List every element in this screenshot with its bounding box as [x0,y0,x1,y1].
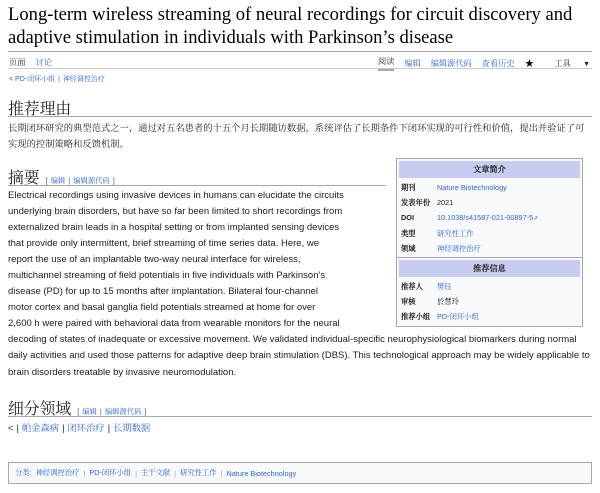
subfield-links [8,420,150,434]
recommendation-infobox [396,257,583,327]
category-separator: | [83,468,86,478]
fields-prefix: < [8,423,14,433]
section-divider [8,416,592,417]
field-link-long-term-data[interactable]: 长期数据 [113,423,151,433]
fields-separator: | [16,423,19,433]
section-edit-link[interactable]: 编辑 [50,176,66,185]
edit-bracket-open: [ [45,176,48,185]
breadcrumb-link-pd-group[interactable]: PD-闭环小组 [15,76,56,83]
infobox-row-year [397,195,582,210]
breadcrumb [9,74,105,84]
breadcrumb-separator: | [58,76,60,83]
infobox-key: 类型 [401,229,416,238]
reviewer-value: 於慧玲 [437,297,459,306]
field-link-closed-loop[interactable]: 闭环治疗 [67,423,105,433]
infobox-value [437,213,578,224]
journal-link[interactable]: Nature Biotechnology [437,183,507,192]
rec-key: 推荐人 [401,282,423,291]
tab-read[interactable]: 阅读 [378,56,394,71]
section-edit-source-link[interactable]: 编辑源代码 [104,407,142,416]
abstract-line: multichannel streaming of field potentials in five individuals with Parkinson’s [8,270,326,282]
type-link[interactable]: 研究性工作 [437,229,474,238]
breadcrumb-link-neuromodulation[interactable]: 神经调控治疗 [62,76,105,83]
tab-edit-source[interactable]: 编辑源代码 [430,59,472,68]
category-separator: | [135,468,137,478]
infobox-key: 发表年份 [401,198,431,207]
rec-row-group [397,309,582,326]
category-separator: | [174,468,177,478]
edit-bracket-close: ] [112,176,115,185]
edit-bracket-open: [ [77,407,80,416]
doi-link[interactable]: 10.1038/s41587-021-00897-5 [437,213,534,222]
fields-separator: | [62,423,65,433]
field-link-parkinson[interactable]: 帕金森病 [21,423,60,433]
abstract-line: report the use of an implantable two-way neural interface for wireless, [8,254,301,266]
chevron-down-icon: ▼ [583,61,590,68]
category-separator: | [220,468,223,478]
field-link[interactable]: 神经调控治疗 [437,244,481,253]
rec-row-recommender [397,279,582,294]
section-divider [8,116,592,117]
section-divider [8,185,386,186]
tab-edit[interactable]: 编辑 [404,59,421,68]
edit-separator: | [99,407,102,416]
infobox-row-type [397,226,582,241]
external-link-icon: ↗ [533,216,539,222]
tools-label: 工具 [554,59,571,68]
infobox-header: 文章简介 [399,161,580,178]
infobox-key: DOI [401,213,414,222]
infobox-row-doi [397,210,582,226]
section-edit-link[interactable]: 编辑 [82,407,97,416]
reason-paragraph: 长期闭环研究的典型范式之一，通过对五名患者的十五个月长期随访数据，系统评估了长期条件下闭环实现的可行性和价值，提出并验证了可实现的控制策略和反馈机制。 [8,123,585,149]
edit-bracket-close: ] [144,407,147,416]
section-edit-links [46,176,115,185]
category-link[interactable]: Nature Biotechnology [226,468,297,478]
abstract-line: Electrical recordings using invasive devices in humans can elucidate the circuits [8,190,344,201]
group-link[interactable]: PD-闭环小组 [437,312,479,321]
category-link[interactable]: PD-闭环小组 [89,468,132,477]
breadcrumb-prefix: < [9,76,16,83]
tab-page[interactable]: 页面 [9,58,26,67]
infobox-key: 领域 [401,244,416,253]
section-heading-reason: 推荐理由 [8,101,72,118]
fields-heading-text: 细分领域 [8,401,72,418]
category-link[interactable]: 神经调控治疗 [35,468,80,477]
abstract-line: motor cortex and basal ganglia field potentials streamed at home for over [8,302,316,314]
infobox-value: 2021 [437,198,454,207]
abstract-tail: decoding of states of inadequate or excessive movement. We validated individual-specific neurophysiological biomarkers during normal daily activities and used those patterns for adaptive deep brain stimulation (DBS). This technological approach may be widely applicable to brain disorders treatable by invasive neuromodulation. [8,334,590,378]
infobox-key: 期刊 [401,183,416,192]
tab-history[interactable]: 查看历史 [481,59,515,68]
abstract-line: 2,600 h were paired with behavioral data from wearable monitors for the neural [8,318,340,330]
tab-talk[interactable]: 讨论 [35,58,53,67]
abstract-line: disease (PD) for up to 15 months after implantation. Bilateral four-channel [8,286,318,298]
rec-row-reviewer [397,294,582,309]
rec-key: 推荐小组 [401,312,431,321]
edit-separator: | [68,176,71,185]
recommendation-header: 推荐信息 [399,260,580,277]
article-infobox [396,158,583,259]
categories-label[interactable]: 分类: [15,468,32,477]
category-links-box [8,462,592,484]
tabs-divider [8,68,592,69]
title-divider [8,51,592,52]
namespace-tabs [9,57,60,68]
category-link[interactable]: 研究性工作 [180,468,217,477]
infobox-row-journal [397,180,582,195]
infobox-row-field [397,241,582,258]
watch-star-icon[interactable]: ★ [524,58,535,70]
section-edit-links [77,407,146,416]
section-edit-source-link[interactable]: 编辑源代码 [73,176,110,185]
category-link[interactable]: 主干文献 [140,468,171,477]
abstract-heading-text: 摘要 [8,170,40,187]
abstract-line: externalized brain leads in a hospital setting or from implanted sensing devices [8,222,340,234]
page-title: Long-term wireless streaming of neural recordings for circuit discovery and adaptive stimulation in individuals with Parkinson’s disease [8,4,573,48]
recommender-link[interactable]: 樊钰 [437,282,452,291]
rec-key: 审核 [401,297,416,306]
abstract-line: underlying brain disorders, but have so far been limited to short recordings from [8,206,343,218]
fields-separator: | [107,423,111,433]
abstract-line: that provide only intermittent, brief streaming of time series data. Here, we [8,238,319,250]
